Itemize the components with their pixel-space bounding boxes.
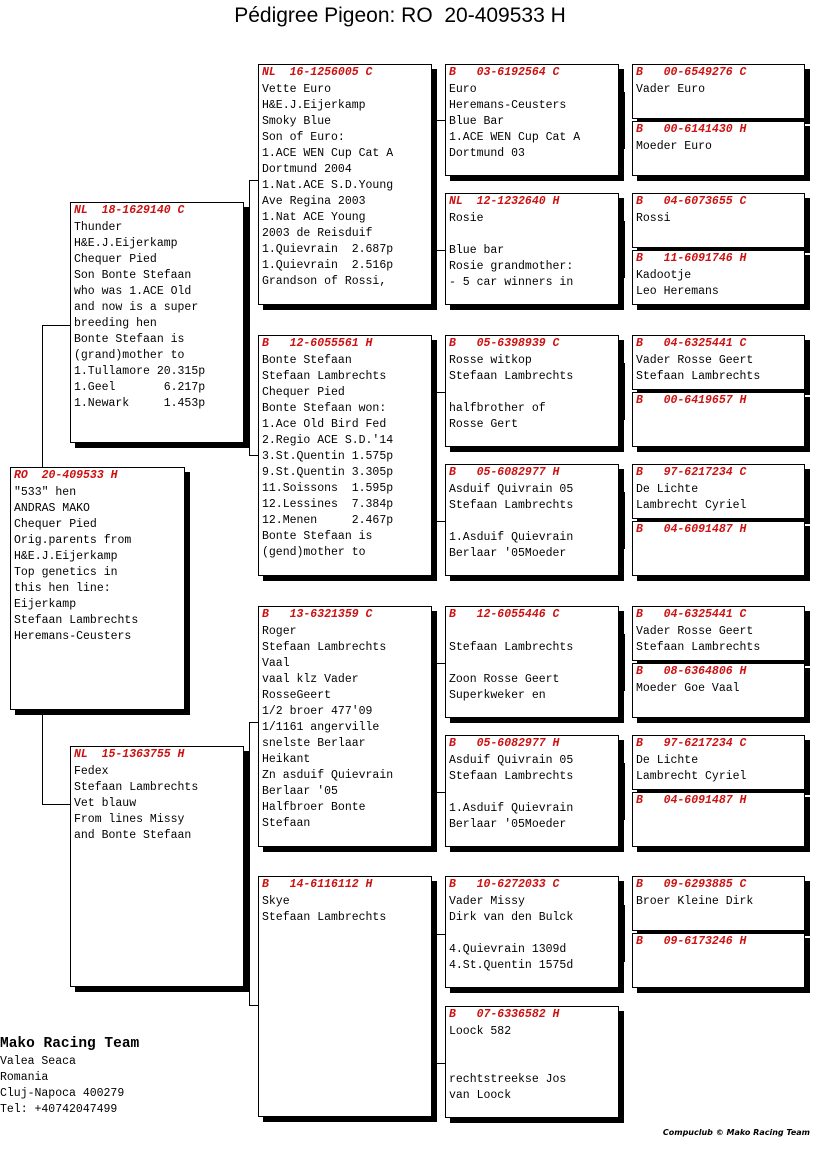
pigeon-details	[633, 482, 804, 514]
detail-line: "533" hen	[14, 486, 77, 499]
detail-line	[449, 926, 618, 942]
pigeon-details	[259, 82, 431, 290]
detail-line: Kadootje	[636, 269, 692, 282]
pigeon-details	[446, 482, 618, 562]
detail-line: Stefaan Lambrechts	[262, 641, 387, 654]
pigeon-details	[633, 894, 804, 910]
pigeon-card-g2[interactable]	[632, 121, 805, 176]
connector-line	[436, 663, 445, 664]
pigeon-card-sss[interactable]	[445, 64, 619, 176]
connector-line	[436, 392, 437, 521]
ring-number: B 04-6091487 H	[636, 794, 747, 807]
ring-number: B 04-6325441 C	[636, 337, 747, 350]
detail-line	[449, 1040, 618, 1056]
detail-line: Stefaan Lambrechts	[449, 770, 574, 783]
detail-line: and now is a super	[74, 301, 199, 314]
detail-line: De Lichte	[636, 483, 699, 496]
connector-line	[624, 92, 625, 149]
pigeon-card-g12[interactable]	[632, 792, 805, 847]
detail-line: 12.Menen 2.467p	[262, 514, 394, 527]
pigeon-card-dss[interactable]	[445, 606, 619, 718]
connector-line	[249, 325, 250, 455]
ring-number: B 00-6549276 C	[636, 66, 747, 79]
detail-line: Vet blauw	[74, 797, 137, 810]
detail-line: 11.Soissons 1.595p	[262, 482, 394, 495]
connector-line	[436, 250, 445, 251]
connector-line	[624, 763, 625, 820]
detail-line: H&E.J.Eijerkamp	[14, 550, 118, 563]
address-line: Romania	[0, 1071, 49, 1084]
pigeon-card-g4[interactable]	[632, 250, 805, 305]
detail-line: snelste Berlaar	[262, 737, 366, 750]
pigeon-details	[633, 82, 804, 98]
pigeon-card-g1[interactable]	[632, 64, 805, 119]
detail-line: Chequer Pied	[262, 386, 345, 399]
pigeon-card-ssd[interactable]	[445, 193, 619, 305]
detail-line: Rossi	[636, 212, 671, 225]
connector-line	[436, 120, 445, 121]
detail-line: Heikant	[262, 753, 311, 766]
ring-number: B 12-6055446 C	[449, 608, 560, 621]
detail-line: Vader Missy	[449, 895, 525, 908]
pigeon-card-ddd[interactable]	[445, 1006, 619, 1118]
pigeon-card-dam-sire[interactable]	[258, 606, 432, 847]
detail-line: Chequer Pied	[74, 253, 157, 266]
ring-number: B 00-6141430 H	[636, 123, 747, 136]
detail-line: Vaal	[262, 657, 290, 670]
detail-line: rechtstreekse Jos	[449, 1073, 567, 1086]
ring-number: B 04-6091487 H	[636, 523, 747, 536]
pigeon-details	[259, 353, 431, 561]
pigeon-card-g13[interactable]	[632, 876, 805, 931]
ring-number: B 08-6364806 H	[636, 665, 747, 678]
detail-line: Orig.parents from	[14, 534, 132, 547]
detail-line: Heremans-Ceusters	[449, 99, 567, 112]
pigeon-card-g10[interactable]	[632, 663, 805, 718]
detail-line: 1.Nat.ACE S.D.Young	[262, 179, 394, 192]
connector-line	[624, 492, 625, 549]
detail-line: Skye	[262, 895, 290, 908]
pigeon-details	[259, 894, 431, 926]
detail-line: Rosse witkop	[449, 354, 532, 367]
pigeon-card-g11[interactable]	[632, 735, 805, 790]
detail-line: Smoky Blue	[262, 115, 332, 128]
connector-line	[42, 325, 70, 326]
pigeon-card-g5[interactable]	[632, 335, 805, 390]
detail-line: H&E.J.Eijerkamp	[74, 237, 178, 250]
credit-text: Compuclub © Mako Racing Team	[662, 1128, 810, 1137]
detail-line: breeding hen	[74, 317, 157, 330]
connector-line	[249, 1005, 258, 1006]
detail-line: 1.Asduif Quievrain	[449, 531, 574, 544]
detail-line: van Loock	[449, 1089, 512, 1102]
ring-number: B 14-6116112 H	[262, 878, 373, 891]
detail-line: Blue bar	[449, 244, 505, 257]
ring-number: B 12-6055561 H	[262, 337, 373, 350]
pigeon-card-g14[interactable]	[632, 933, 805, 988]
detail-line: Chequer Pied	[14, 518, 97, 531]
detail-line: 12.Lessines 7.384p	[262, 498, 394, 511]
detail-line: Dirk van den Bulck	[449, 911, 574, 924]
detail-line: Lambrecht Cyriel	[636, 770, 747, 783]
detail-line: 2003 de Reisduif	[262, 227, 373, 240]
detail-line: Stefaan Lambrechts	[636, 641, 761, 654]
detail-line: Euro	[449, 83, 477, 96]
pigeon-details	[446, 894, 618, 974]
detail-line	[449, 385, 618, 401]
detail-line: 4.Quievrain 1309d	[449, 943, 567, 956]
detail-line: 1.Asduif Quievrain	[449, 802, 574, 815]
detail-line: Stefaan	[262, 817, 311, 830]
connector-line	[42, 710, 43, 804]
detail-line: vaal klz Vader	[262, 673, 359, 686]
pigeon-details	[11, 485, 184, 645]
detail-line: 1.ACE WEN Cup Cat A	[262, 147, 394, 160]
ring-number: B 04-6073655 C	[636, 195, 747, 208]
detail-line: Zoon Rosse Geert	[449, 673, 560, 686]
detail-line: Grandson of Rossi,	[262, 275, 387, 288]
pigeon-details	[446, 1024, 618, 1104]
ring-number: B 05-6398939 C	[449, 337, 560, 350]
pigeon-details	[633, 268, 804, 300]
pigeon-card-dam[interactable]	[70, 746, 244, 987]
pigeon-card-sire-dam[interactable]	[258, 335, 432, 576]
detail-line: Son of Euro:	[262, 131, 345, 144]
detail-line: Moeder Euro	[636, 140, 712, 153]
ring-number: B 09-6173246 H	[636, 935, 747, 948]
detail-line: Halfbroer Bonte	[262, 801, 366, 814]
pigeon-details	[633, 211, 804, 227]
ring-number: B 09-6293885 C	[636, 878, 747, 891]
pigeon-details	[633, 681, 804, 697]
detail-line: Dortmund 2004	[262, 163, 352, 176]
team-info	[0, 1034, 139, 1118]
address-line: Valea Seaca	[0, 1055, 76, 1068]
ring-number: B 97-6217234 C	[636, 737, 747, 750]
connector-line	[624, 634, 625, 691]
detail-line: Berlaar '05Moeder	[449, 547, 567, 560]
connector-line	[249, 722, 250, 1005]
pigeon-card-g8[interactable]	[632, 521, 805, 576]
detail-line: Stefaan Lambrechts	[262, 911, 387, 924]
detail-line: who was 1.ACE Old	[74, 285, 192, 298]
detail-line: Heremans-Ceusters	[14, 630, 132, 643]
detail-line: Lambrecht Cyriel	[636, 499, 747, 512]
ring-number: NL 16-1256005 C	[262, 66, 373, 79]
detail-line: Leo Heremans	[636, 285, 719, 298]
address-line: Cluj-Napoca 400279	[0, 1087, 125, 1100]
pigeon-details	[446, 353, 618, 433]
pigeon-card-dam-dam[interactable]	[258, 876, 432, 1117]
connector-line	[42, 804, 70, 805]
team-name: Mako Racing Team	[0, 1036, 140, 1052]
detail-line: 1.Tullamore 20.315p	[74, 365, 206, 378]
detail-line: 1.Geel 6.217p	[74, 381, 206, 394]
detail-line	[449, 227, 618, 243]
detail-line: Vader Euro	[636, 83, 706, 96]
detail-line: Superkweker en	[449, 689, 546, 702]
connector-line	[624, 905, 625, 962]
ring-number: NL 15-1363755 H	[74, 748, 185, 761]
detail-line: Ave Regina 2003	[262, 195, 366, 208]
pigeon-details	[446, 82, 618, 162]
detail-line: Zn asduif Quievrain	[262, 769, 394, 782]
connector-line	[249, 455, 258, 456]
connector-line	[436, 663, 437, 792]
detail-line: From lines Missy	[74, 813, 185, 826]
pigeon-details	[71, 764, 243, 844]
ring-number: NL 18-1629140 C	[74, 204, 185, 217]
pigeon-card-dds[interactable]	[445, 876, 619, 988]
detail-line: Asduif Quivrain 05	[449, 483, 574, 496]
ring-number: NL 12-1232640 H	[449, 195, 560, 208]
detail-line: Son Bonte Stefaan	[74, 269, 192, 282]
detail-line	[449, 1056, 618, 1072]
ring-number: B 11-6091746 H	[636, 252, 747, 265]
pigeon-card-sire-sire[interactable]	[258, 64, 432, 305]
detail-line: halfbrother of	[449, 402, 546, 415]
detail-line: Stefaan Lambrechts	[449, 641, 574, 654]
ring-number: B 07-6336582 H	[449, 1008, 560, 1021]
detail-line: H&E.J.Eijerkamp	[262, 99, 366, 112]
detail-line: Bonte Stefaan won:	[262, 402, 387, 415]
ring-number: B 05-6082977 H	[449, 466, 560, 479]
ring-number: B 10-6272033 C	[449, 878, 560, 891]
detail-line: Fedex	[74, 765, 109, 778]
pigeon-card-g9[interactable]	[632, 606, 805, 661]
detail-line: Vette Euro	[262, 83, 332, 96]
detail-line: Bonte Stefaan is	[262, 530, 373, 543]
detail-line: 1/2 broer 477'09	[262, 705, 373, 718]
detail-line: Asduif Quivrain 05	[449, 754, 574, 767]
pigeon-details	[71, 220, 243, 412]
detail-line: and Bonte Stefaan	[74, 829, 192, 842]
ring-number: B 05-6082977 H	[449, 737, 560, 750]
connector-line	[624, 221, 625, 278]
connector-line	[436, 934, 445, 935]
detail-line: 1.Quievrain 2.516p	[262, 259, 394, 272]
detail-line: 4.St.Quentin 1575d	[449, 959, 574, 972]
detail-line: Stefaan Lambrechts	[449, 499, 574, 512]
connector-line	[436, 934, 437, 1063]
connector-line	[624, 363, 625, 420]
detail-line: Stefaan Lambrechts	[636, 370, 761, 383]
detail-line: Stefaan Lambrechts	[74, 781, 199, 794]
ring-number: RO 20-409533 H	[14, 469, 118, 482]
detail-line: Eijerkamp	[14, 598, 77, 611]
detail-line: - 5 car winners in	[449, 276, 574, 289]
pigeon-details	[446, 624, 618, 704]
detail-line: Broer Kleine Dirk	[636, 895, 754, 908]
detail-line: Blue Bar	[449, 115, 505, 128]
detail-line: RosseGeert	[262, 689, 332, 702]
connector-line	[42, 325, 43, 468]
connector-line	[249, 180, 258, 181]
detail-line: Bonte Stefaan	[262, 354, 352, 367]
detail-line: Loock 582	[449, 1025, 512, 1038]
detail-line: Stefaan Lambrechts	[262, 370, 387, 383]
detail-line: 1.Newark 1.453p	[74, 397, 206, 410]
pigeon-details	[633, 353, 804, 385]
detail-line	[449, 624, 618, 640]
detail-line: Stefaan Lambrechts	[449, 370, 574, 383]
ring-number: B 03-6192564 C	[449, 66, 560, 79]
connector-line	[436, 392, 445, 393]
pigeon-card-g3[interactable]	[632, 193, 805, 248]
detail-line	[449, 785, 618, 801]
detail-line: Top genetics in	[14, 566, 118, 579]
detail-line: Rosie	[449, 212, 484, 225]
pigeon-details	[259, 624, 431, 832]
detail-line: (grand)mother to	[74, 349, 185, 362]
connector-line	[436, 521, 445, 522]
connector-line	[249, 722, 258, 723]
pigeon-card-sdd[interactable]	[445, 464, 619, 576]
ring-number: B 04-6325441 C	[636, 608, 747, 621]
pigeon-details	[633, 139, 804, 155]
detail-line: 1.Quievrain 2.687p	[262, 243, 394, 256]
pigeon-details	[446, 211, 618, 291]
connector-line	[436, 120, 437, 250]
detail-line: De Lichte	[636, 754, 699, 767]
detail-line: Rosse Gert	[449, 418, 519, 431]
detail-line: Moeder Goe Vaal	[636, 682, 740, 695]
detail-line: Dortmund 03	[449, 147, 525, 160]
pigeon-details	[633, 753, 804, 785]
phone-line: Tel: +40742047499	[0, 1103, 118, 1116]
detail-line: Roger	[262, 625, 297, 638]
detail-line: (gend)mother to	[262, 546, 366, 559]
ring-number: B 97-6217234 C	[636, 466, 747, 479]
detail-line: 9.St.Quentin 3.305p	[262, 466, 394, 479]
detail-line: 3.St.Quentin 1.575p	[262, 450, 394, 463]
detail-line: this hen line:	[14, 582, 111, 595]
connector-line	[436, 1063, 445, 1064]
detail-line: 1.Ace Old Bird Fed	[262, 418, 387, 431]
pigeon-card-subject[interactable]	[10, 467, 185, 710]
detail-line	[449, 514, 618, 530]
pigeon-details	[446, 753, 618, 833]
pigeon-details	[633, 624, 804, 656]
pigeon-card-sds[interactable]	[445, 335, 619, 447]
ring-number: B 00-6419657 H	[636, 394, 747, 407]
page-title: Pédigree Pigeon: RO 20-409533 H	[234, 4, 566, 27]
detail-line: 2.Regio ACE S.D.'14	[262, 434, 394, 447]
detail-line: 1.ACE WEN Cup Cat A	[449, 131, 581, 144]
detail-line: Vader Rosse Geert	[636, 625, 754, 638]
pigeon-card-dsd[interactable]	[445, 735, 619, 847]
detail-line: Berlaar '05Moeder	[449, 818, 567, 831]
detail-line: 1/1161 angerville	[262, 721, 380, 734]
pigeon-card-sire[interactable]	[70, 202, 244, 443]
detail-line: Thunder	[74, 221, 123, 234]
detail-line: Rosie grandmother:	[449, 260, 574, 273]
detail-line: Stefaan Lambrechts	[14, 614, 139, 627]
detail-line	[449, 656, 618, 672]
detail-line: 1.Nat ACE Young	[262, 211, 366, 224]
ring-number: B 13-6321359 C	[262, 608, 373, 621]
pigeon-card-g7[interactable]	[632, 464, 805, 519]
detail-line: Berlaar '05	[262, 785, 338, 798]
connector-line	[436, 792, 445, 793]
detail-line: Vader Rosse Geert	[636, 354, 754, 367]
detail-line: ANDRAS MAKO	[14, 502, 90, 515]
detail-line: Bonte Stefaan is	[74, 333, 185, 346]
connector-line	[249, 180, 250, 325]
pigeon-card-g6[interactable]	[632, 392, 805, 447]
